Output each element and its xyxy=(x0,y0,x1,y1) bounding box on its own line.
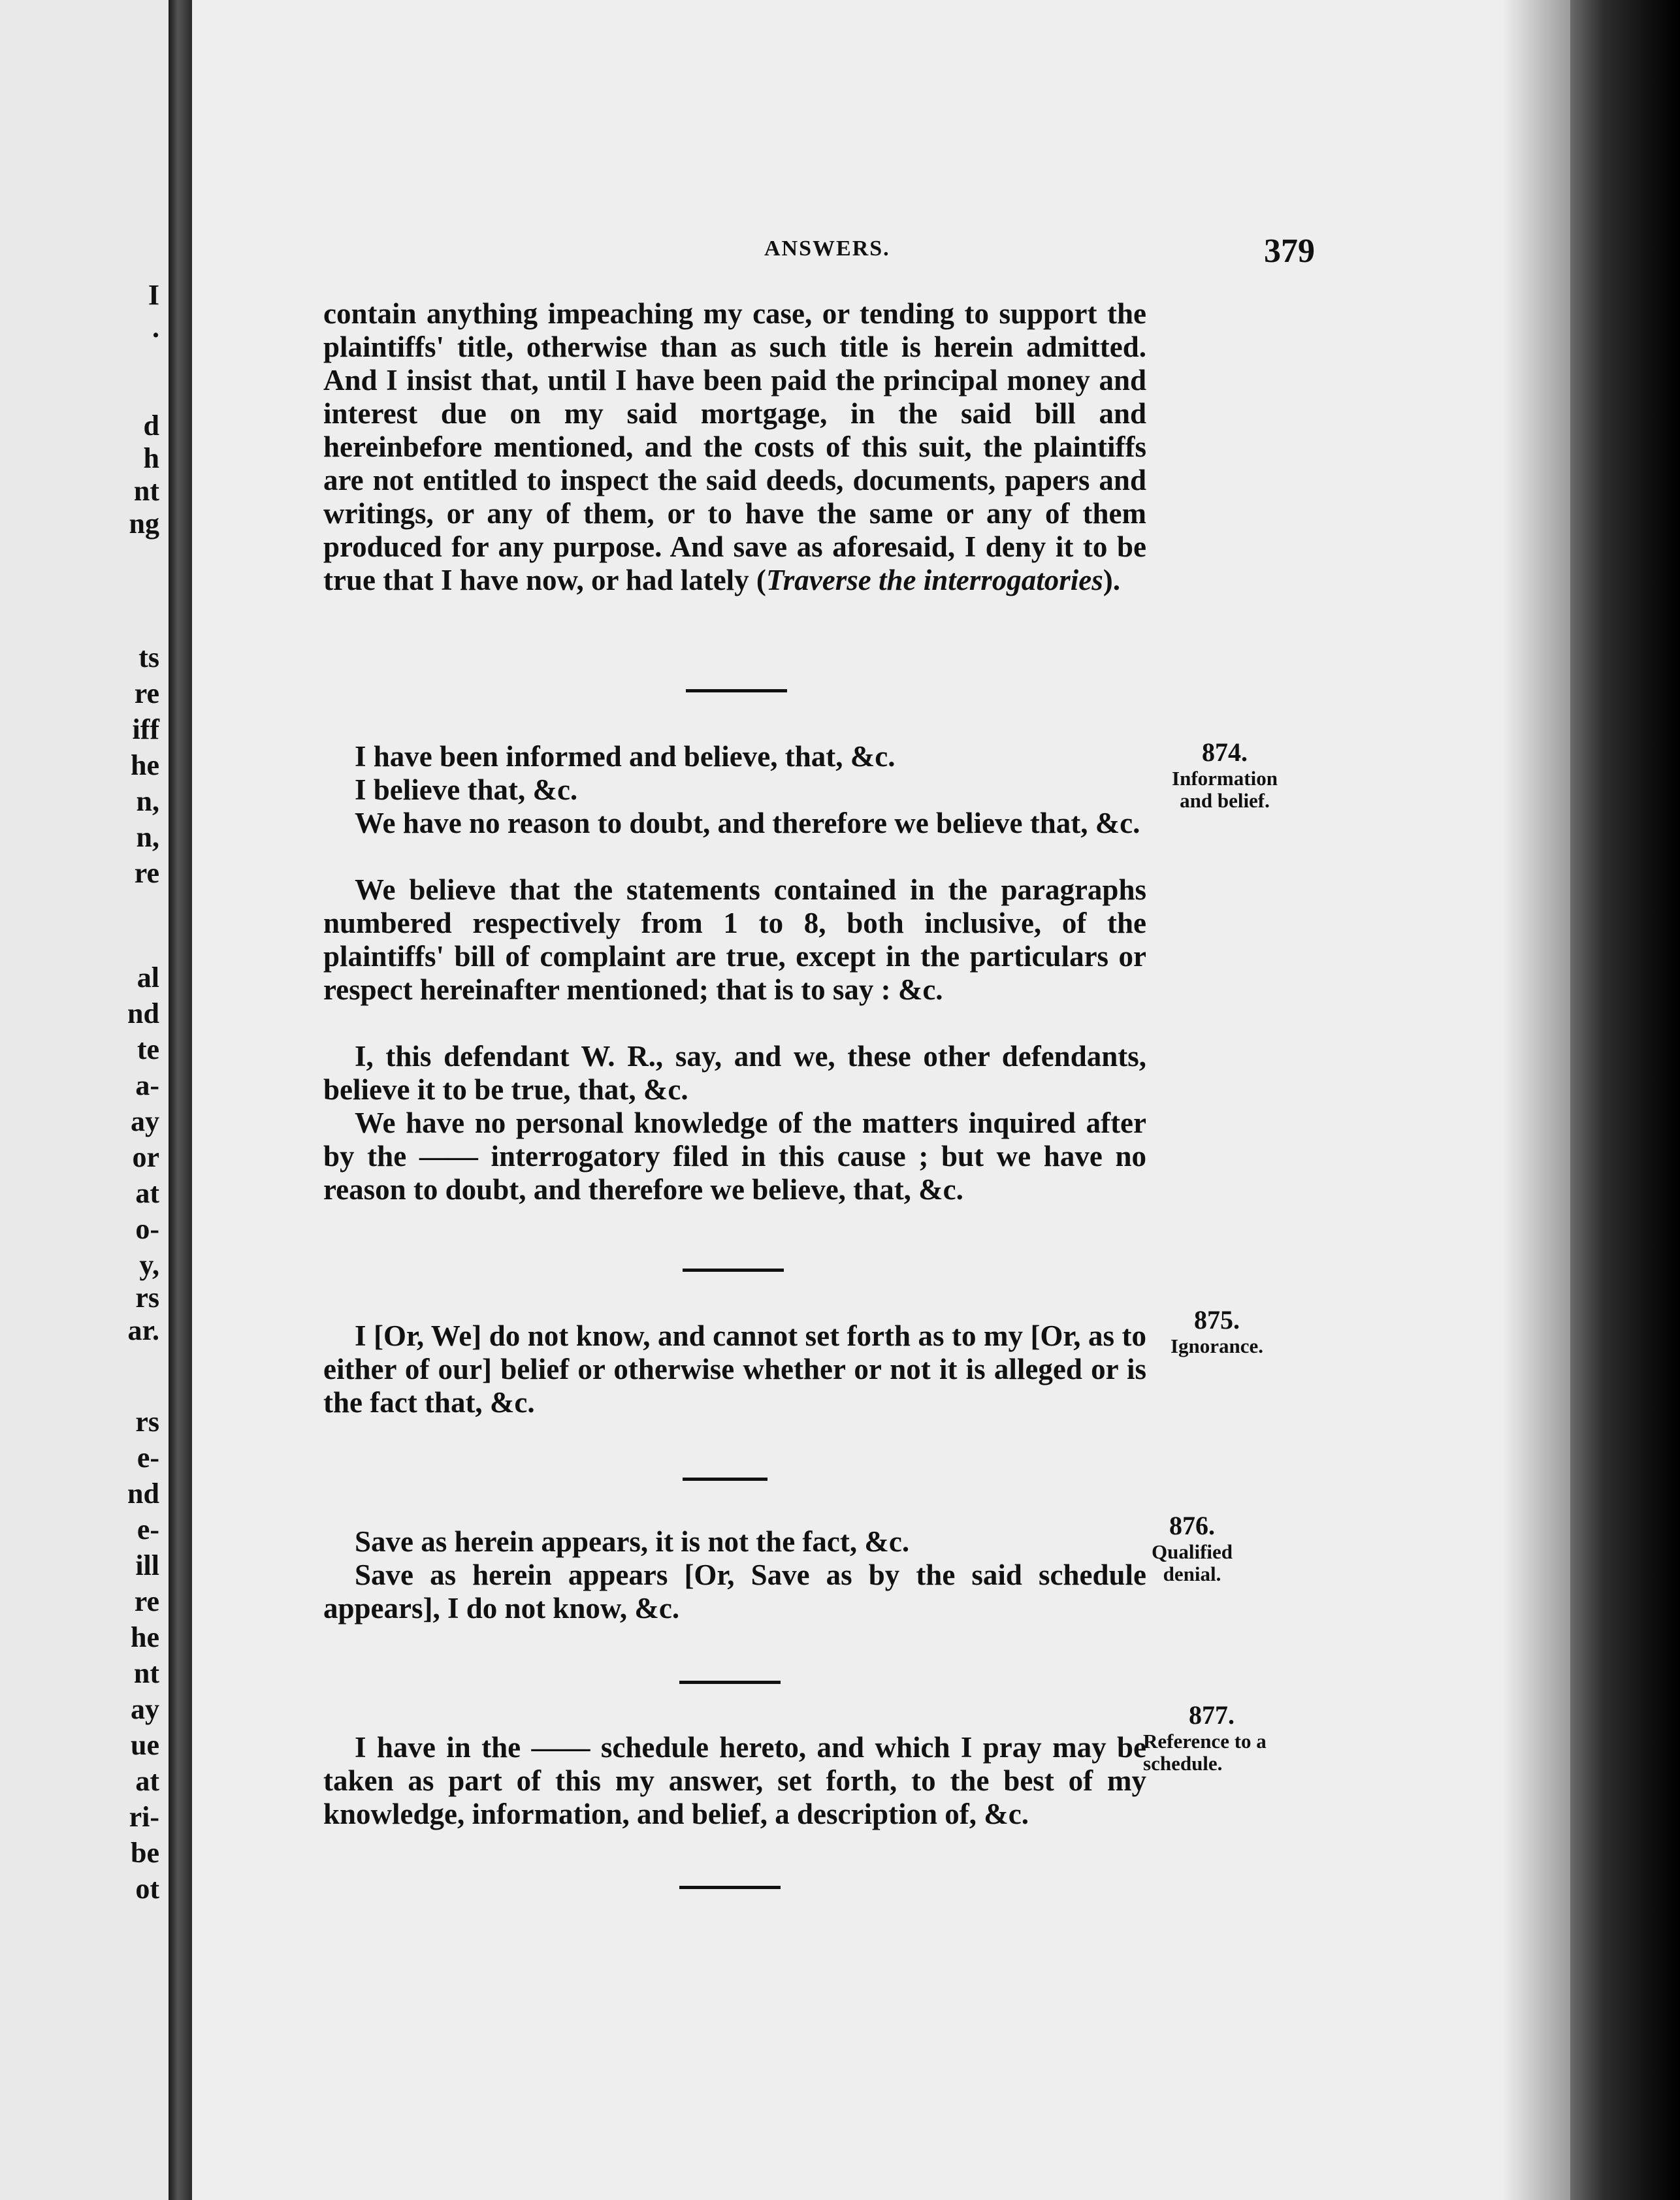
paragraph: I have been informed and believe, that, &c. xyxy=(355,740,896,773)
paragraph: We believe that the statements contained in the paragraphs numbered respectively from 1 to 8, both inclusive, of the plaintiffs' bill of complaint are true, except in the particulars or respect hereinafter mentioned; that is to say : &c. xyxy=(323,873,1146,1006)
left-fragment: at xyxy=(135,1177,159,1209)
paragraph: I [Or, We] do not know, and cannot set forth as to my [Or, as to either of our] belief or otherwise whether or not it is alleged or is the fact that, &c. xyxy=(323,1319,1146,1419)
left-fragment: nd xyxy=(127,997,159,1029)
paragraph: I, this defendant W. R., say, and we, these other defendants, believe it to be true, that, &c. xyxy=(323,1040,1146,1106)
left-fragment: . xyxy=(152,312,159,344)
left-fragment: h xyxy=(143,442,159,474)
page-shadow xyxy=(1502,0,1570,2200)
paragraph-italic: Traverse the interrogatories xyxy=(766,564,1103,596)
left-fragment: ay xyxy=(131,1105,159,1137)
left-fragment: te xyxy=(137,1033,159,1065)
paragraph: I have in the —— schedule hereto, and which I pray may be taken as part of this my answer, set forth, to the best of my knowledge, information, and belief, a description of, &c. xyxy=(323,1731,1146,1830)
section-rule xyxy=(683,1478,767,1481)
left-fragment: ill xyxy=(135,1549,159,1581)
sidenote-number: 875. xyxy=(1194,1305,1240,1335)
sidenote-875 xyxy=(1148,1304,1285,1357)
left-fragment: ar. xyxy=(127,1314,159,1346)
page-number: 379 xyxy=(1264,233,1315,270)
left-fragment: e- xyxy=(137,1513,159,1545)
left-fragment: re xyxy=(134,1585,159,1617)
paragraph: Save as herein appears, it is not the fact, &c. xyxy=(355,1525,910,1558)
paragraph: I believe that, &c. xyxy=(355,773,578,806)
left-fragment: he xyxy=(131,1621,159,1653)
left-fragment: nd xyxy=(127,1478,159,1510)
left-fragment: ri- xyxy=(129,1801,159,1833)
sidenote-number: 876. xyxy=(1169,1511,1215,1540)
left-fragment: ay xyxy=(131,1693,159,1725)
running-header: ANSWERS. xyxy=(764,236,890,261)
left-fragment: n, xyxy=(136,821,159,853)
left-fragment: or xyxy=(132,1141,159,1173)
book-gutter xyxy=(169,0,192,2200)
left-fragment: o- xyxy=(135,1213,159,1245)
paragraph-text: ). xyxy=(1103,564,1120,596)
sidenote-877 xyxy=(1143,1700,1306,1775)
sidenote-text: Qualified denial. xyxy=(1151,1540,1233,1585)
left-fragment: al xyxy=(137,962,159,994)
left-fragment: I xyxy=(148,279,159,311)
left-fragment: y, xyxy=(139,1249,159,1281)
paragraph: Save as herein appears [Or, Save as by the said schedule appears], I do not know, &c. xyxy=(323,1559,1146,1625)
left-fragment: ue xyxy=(131,1729,159,1761)
sidenote-text: Reference to a schedule. xyxy=(1143,1730,1267,1775)
left-fragment: n, xyxy=(136,785,159,817)
paragraph: We have no personal knowledge of the matters inquired after by the —— interrogatory filed in this cause ; but we have no reason to doubt, and therefore we believe, that, &c. xyxy=(323,1107,1146,1206)
left-page-fragment xyxy=(0,0,169,2200)
left-fragment: ts xyxy=(138,641,159,673)
left-fragment: nt xyxy=(133,475,159,507)
page-edge xyxy=(1570,0,1680,2200)
section-rule xyxy=(679,1886,781,1889)
paragraph-continuation xyxy=(323,297,1146,597)
left-fragment: e- xyxy=(137,1442,159,1474)
left-fragment: ot xyxy=(135,1873,159,1905)
left-fragment: he xyxy=(131,749,159,781)
left-fragment: ng xyxy=(129,508,159,540)
paragraph: We have no reason to doubt, and therefore we believe that, &c. xyxy=(355,807,1140,839)
sidenote-874 xyxy=(1156,737,1293,812)
sidenote-number: 874. xyxy=(1202,737,1248,767)
left-fragment: rs xyxy=(135,1282,159,1314)
section-rule xyxy=(686,689,787,692)
left-fragment: d xyxy=(143,410,159,442)
left-fragment: iff xyxy=(132,713,159,745)
paragraph-text: contain anything impeaching my case, or tending to support the plaintiffs' title, otherwise than as such title is herein admitted. And I insist that, until I have been paid the principal money and interest due on my said mortgage, in the said bill and hereinbefore mentioned, and the costs of this suit, the plaintiffs are not entitled to inspect the said deeds, documents, papers and writings, or any of them, or to have the same or any of them produced for any purpose. And save as aforesaid, I deny it to be true that I have now, or had lately ( xyxy=(323,297,1146,596)
left-fragment: re xyxy=(134,857,159,889)
left-fragment: re xyxy=(134,677,159,709)
sidenote-876 xyxy=(1137,1510,1248,1585)
left-fragment: at xyxy=(135,1765,159,1797)
sidenote-number: 877. xyxy=(1189,1700,1235,1730)
left-fragment: nt xyxy=(133,1657,159,1689)
left-fragment: a- xyxy=(135,1069,159,1101)
sidenote-text: Information and belief. xyxy=(1172,767,1278,812)
left-fragment: rs xyxy=(135,1406,159,1438)
sidenote-text: Ignorance. xyxy=(1170,1335,1264,1357)
left-fragment: be xyxy=(131,1837,159,1869)
section-rule xyxy=(683,1269,784,1272)
section-rule xyxy=(679,1681,781,1684)
